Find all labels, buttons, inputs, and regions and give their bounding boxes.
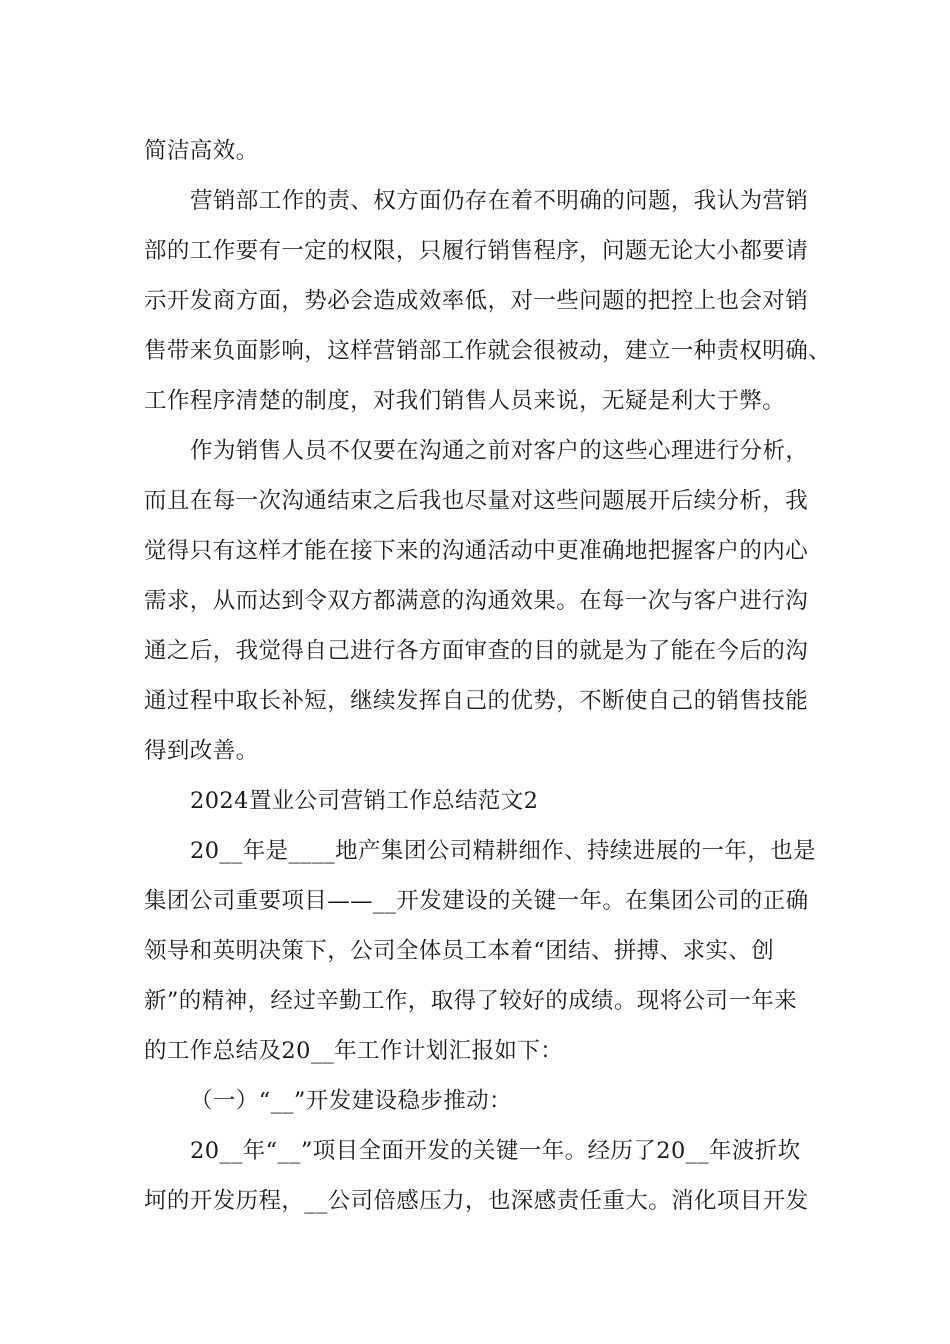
paragraph-5-line-1: 20__年“__”项目全面开发的关键一年。经历了20__年波折坎 [190, 1138, 801, 1164]
paragraph-5-line-2: 坷的开发历程，__公司倍感压力，也深感责任重大。消化项目开发 [144, 1188, 809, 1214]
paragraph-3-line-1: 作为销售人员不仅要在沟通之前对客户的这些心理进行分析， [190, 438, 809, 464]
paragraph-3-line-6: 通过程中取长补短，继续发挥自己的优势，不断使自己的销售技能 [144, 688, 809, 714]
paragraph-2-line-4: 售带来负面影响，这样营销部工作就会很被动，建立一种责权明确、 [144, 338, 832, 364]
subsection-heading: （一）“__”开发建设稳步推动： [190, 1088, 512, 1114]
paragraph-2-line-1: 营销部工作的责、权方面仍存在着不明确的问题，我认为营销 [190, 188, 809, 214]
paragraph-2-line-5: 工作程序清楚的制度，对我们销售人员来说，无疑是利大于弊。 [144, 388, 786, 414]
section-heading: 2024置业公司营销工作总结范文2 [190, 788, 539, 814]
paragraph-2-line-2: 部的工作要有一定的权限，只履行销售程序，问题无论大小都要请 [144, 238, 809, 264]
paragraph-2-line-3: 示开发商方面，势必会造成效率低，对一些问题的把控上也会对销 [144, 288, 809, 314]
paragraph-4-line-2: 集团公司重要项目——__开发建设的关键一年。在集团公司的正确 [144, 888, 809, 914]
paragraph-3-line-2: 而且在每一次沟通结束之后我也尽量对这些问题展开后续分析，我 [144, 488, 809, 514]
paragraph-3-line-5: 通之后，我觉得自己进行各方面审查的目的就是为了能在今后的沟 [144, 638, 809, 664]
paragraph-4-line-1: 20__年是____地产集团公司精耕细作、持续进展的一年，也是 [190, 838, 817, 864]
paragraph-4-line-3: 领导和英明决策下，公司全体员工本着“团结、拼搏、求实、创 [144, 938, 775, 964]
paragraph-4-line-4: 新”的精神，经过辛勤工作，取得了较好的成绩。现将公司一年来 [144, 988, 798, 1014]
paragraph-1-line-1: 简洁高效。 [144, 138, 259, 164]
paragraph-3-line-7: 得到改善。 [144, 738, 259, 764]
paragraph-4-line-5: 的工作总结及20__年工作计划汇报如下： [144, 1038, 564, 1064]
paragraph-3-line-3: 觉得只有这样才能在接下来的沟通活动中更准确地把握客户的内心 [144, 538, 809, 564]
paragraph-3-line-4: 需求，从而达到令双方都满意的沟通效果。在每一次与客户进行沟 [144, 588, 809, 614]
